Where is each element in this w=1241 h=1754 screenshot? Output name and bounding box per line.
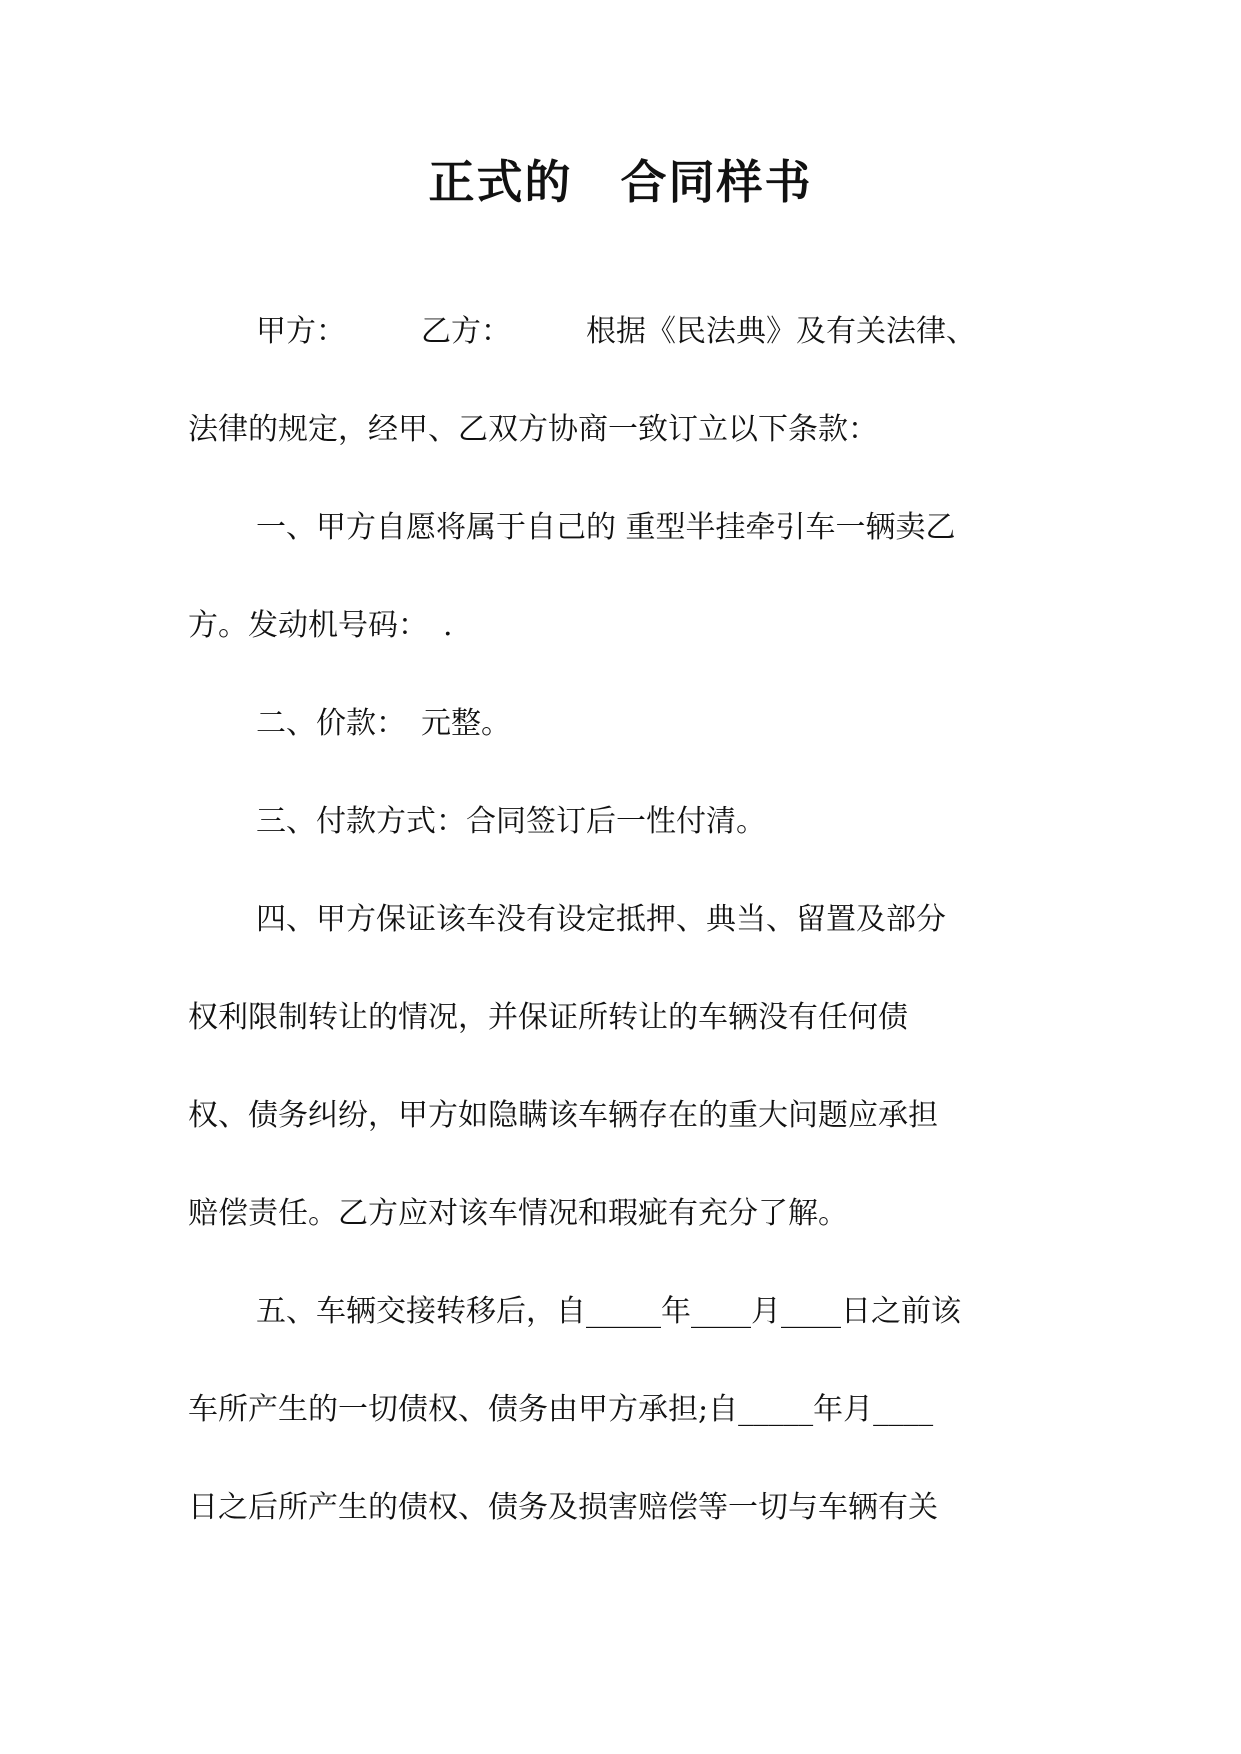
text-line-9: 权、债务纠纷，甲方如隐瞒该车辆存在的重大问题应承担 — [188, 1098, 938, 1133]
text-line-6: 三、付款方式：合同签订后一性付清。 — [256, 804, 766, 839]
text-line-11: 五、车辆交接转移后，自_____年____月____日之前该 — [256, 1294, 961, 1329]
text-line-4: 方。发动机号码： . — [188, 608, 453, 643]
text-line-3: 一、甲方自愿将属于自己的 重型半挂牵引车一辆卖乙 — [256, 510, 956, 545]
text-line-12: 车所产生的一切债权、债务由甲方承担;自_____年月____ — [188, 1392, 934, 1427]
text-line-1: 甲方： 乙方： 根据《民法典》及有关法律、 — [256, 314, 976, 349]
document-title: 正式的 合同样书 — [428, 155, 813, 209]
text-line-13: 日之后所产生的债权、债务及损害赔偿等一切与车辆有关 — [188, 1490, 938, 1525]
text-line-8: 权利限制转让的情况，并保证所转让的车辆没有任何债 — [188, 1000, 908, 1035]
text-line-7: 四、甲方保证该车没有设定抵押、典当、留置及部分 — [256, 902, 946, 937]
text-line-5: 二、价款： 元整。 — [256, 706, 511, 741]
text-line-2: 法律的规定，经甲、乙双方协商一致订立以下条款： — [188, 412, 878, 447]
text-line-10: 赔偿责任。乙方应对该车情况和瑕疵有充分了解。 — [188, 1196, 848, 1231]
